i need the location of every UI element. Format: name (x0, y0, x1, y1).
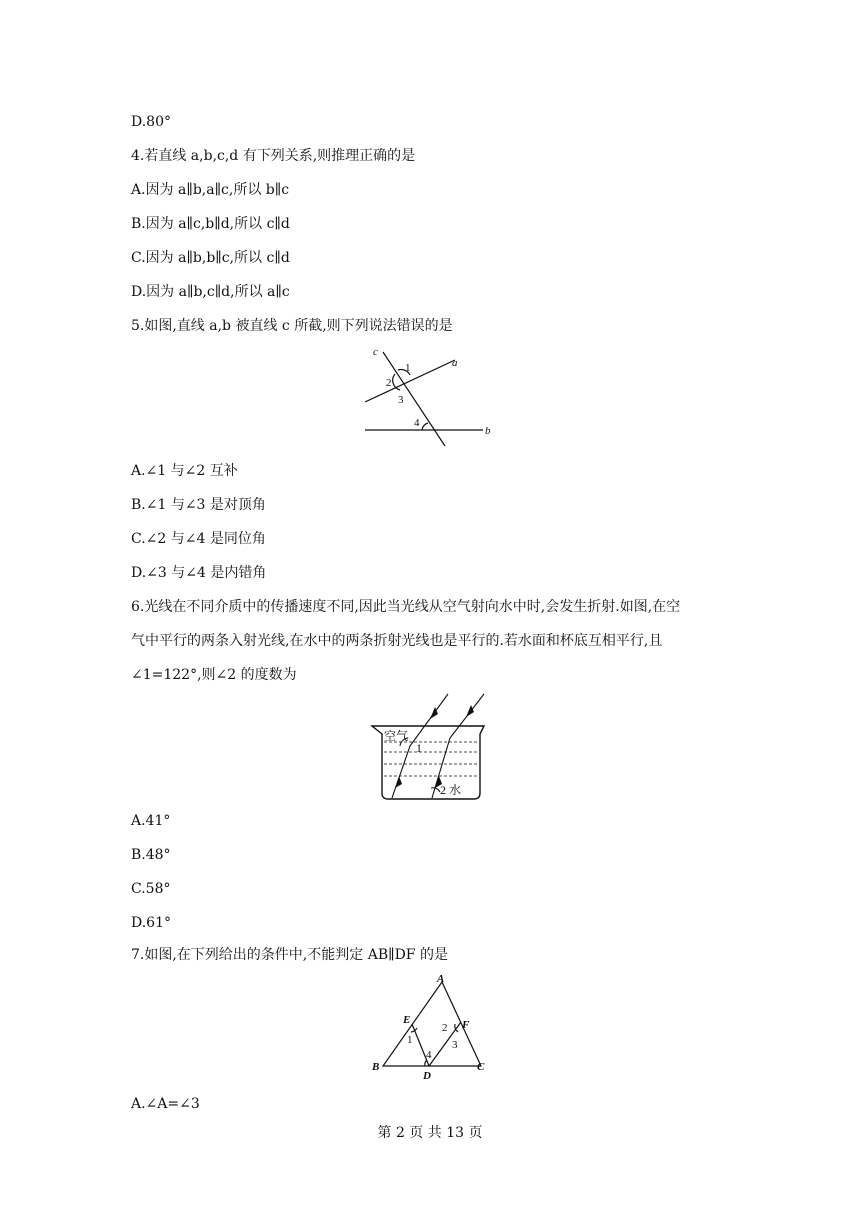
q6-figure (368, 690, 498, 805)
label-2: 2 (386, 377, 392, 389)
label-A: A (437, 973, 445, 985)
q7-stem: 7.如图,在下列给出的条件中,不能判定 AB∥DF 的是 (131, 947, 448, 963)
label-a: a (452, 357, 458, 369)
line-c (383, 352, 445, 446)
q7-figure (365, 970, 495, 1085)
label-2: 2 (440, 783, 446, 797)
label-4: 4 (426, 1049, 432, 1061)
q7-option-a: A.∠A=∠3 (131, 1096, 200, 1112)
q6-option-d: D.61° (131, 915, 171, 931)
label-2: 2 (442, 1022, 448, 1034)
label-F: F (462, 1019, 470, 1031)
label-b: b (485, 425, 491, 437)
label-1: 1 (405, 362, 411, 374)
label-1: 1 (407, 1034, 413, 1046)
q4-option-d: D.因为 a∥b,c∥d,所以 a∥c (131, 284, 290, 300)
q4-stem: 4.若直线 a,b,c,d 有下列关系,则推理正确的是 (131, 148, 416, 164)
q5-option-c: C.∠2 与∠4 是同位角 (131, 531, 266, 547)
q5-option-a: A.∠1 与∠2 互补 (131, 463, 238, 479)
label-1: 1 (416, 741, 422, 755)
q3-option-d: D.80° (131, 114, 171, 130)
q5-option-d: D.∠3 与∠4 是内错角 (131, 565, 267, 581)
q6-stem-line-2: 气中平行的两条入射光线,在水中的两条折射光线也是平行的.若水面和杯底互相平行,且 (131, 633, 663, 649)
label-B: B (372, 1061, 380, 1073)
label-air: 空气 (384, 729, 409, 743)
label-3: 3 (452, 1039, 458, 1051)
arrow-head-left-water (395, 776, 402, 788)
label-3: 3 (398, 394, 404, 406)
label-c: c (373, 346, 378, 358)
label-4: 4 (414, 417, 420, 429)
q6-option-c: C.58° (131, 881, 171, 897)
label-C: C (477, 1061, 485, 1073)
q6-stem-line-3: ∠1=122°,则∠2 的度数为 (131, 667, 297, 683)
q5-option-b: B.∠1 与∠3 是对顶角 (131, 497, 266, 513)
q5-figure (355, 342, 515, 452)
q6-option-a: A.41° (131, 813, 171, 829)
q6-option-b: B.48° (131, 847, 171, 863)
arrow-head-right (466, 705, 474, 717)
q4-option-c: C.因为 a∥b,b∥c,所以 c∥d (131, 250, 290, 266)
label-water: 水 (449, 783, 462, 797)
angle-arc-2 (431, 788, 440, 792)
q6-stem-line-1: 6.光线在不同介质中的传播速度不同,因此当光线从空气射向水中时,会发生折射.如图,在空 (131, 599, 681, 615)
label-E: E (403, 1014, 411, 1026)
q4-option-a: A.因为 a∥b,a∥c,所以 b∥c (131, 182, 290, 198)
q5-stem: 5.如图,直线 a,b 被直线 c 所截,则下列说法错误的是 (131, 318, 453, 334)
label-D: D (423, 1070, 431, 1082)
page-footer: 第 2 页 共 13 页 (377, 1125, 483, 1141)
angle-arc-4 (422, 423, 428, 430)
q4-option-b: B.因为 a∥c,b∥d,所以 c∥d (131, 216, 290, 232)
